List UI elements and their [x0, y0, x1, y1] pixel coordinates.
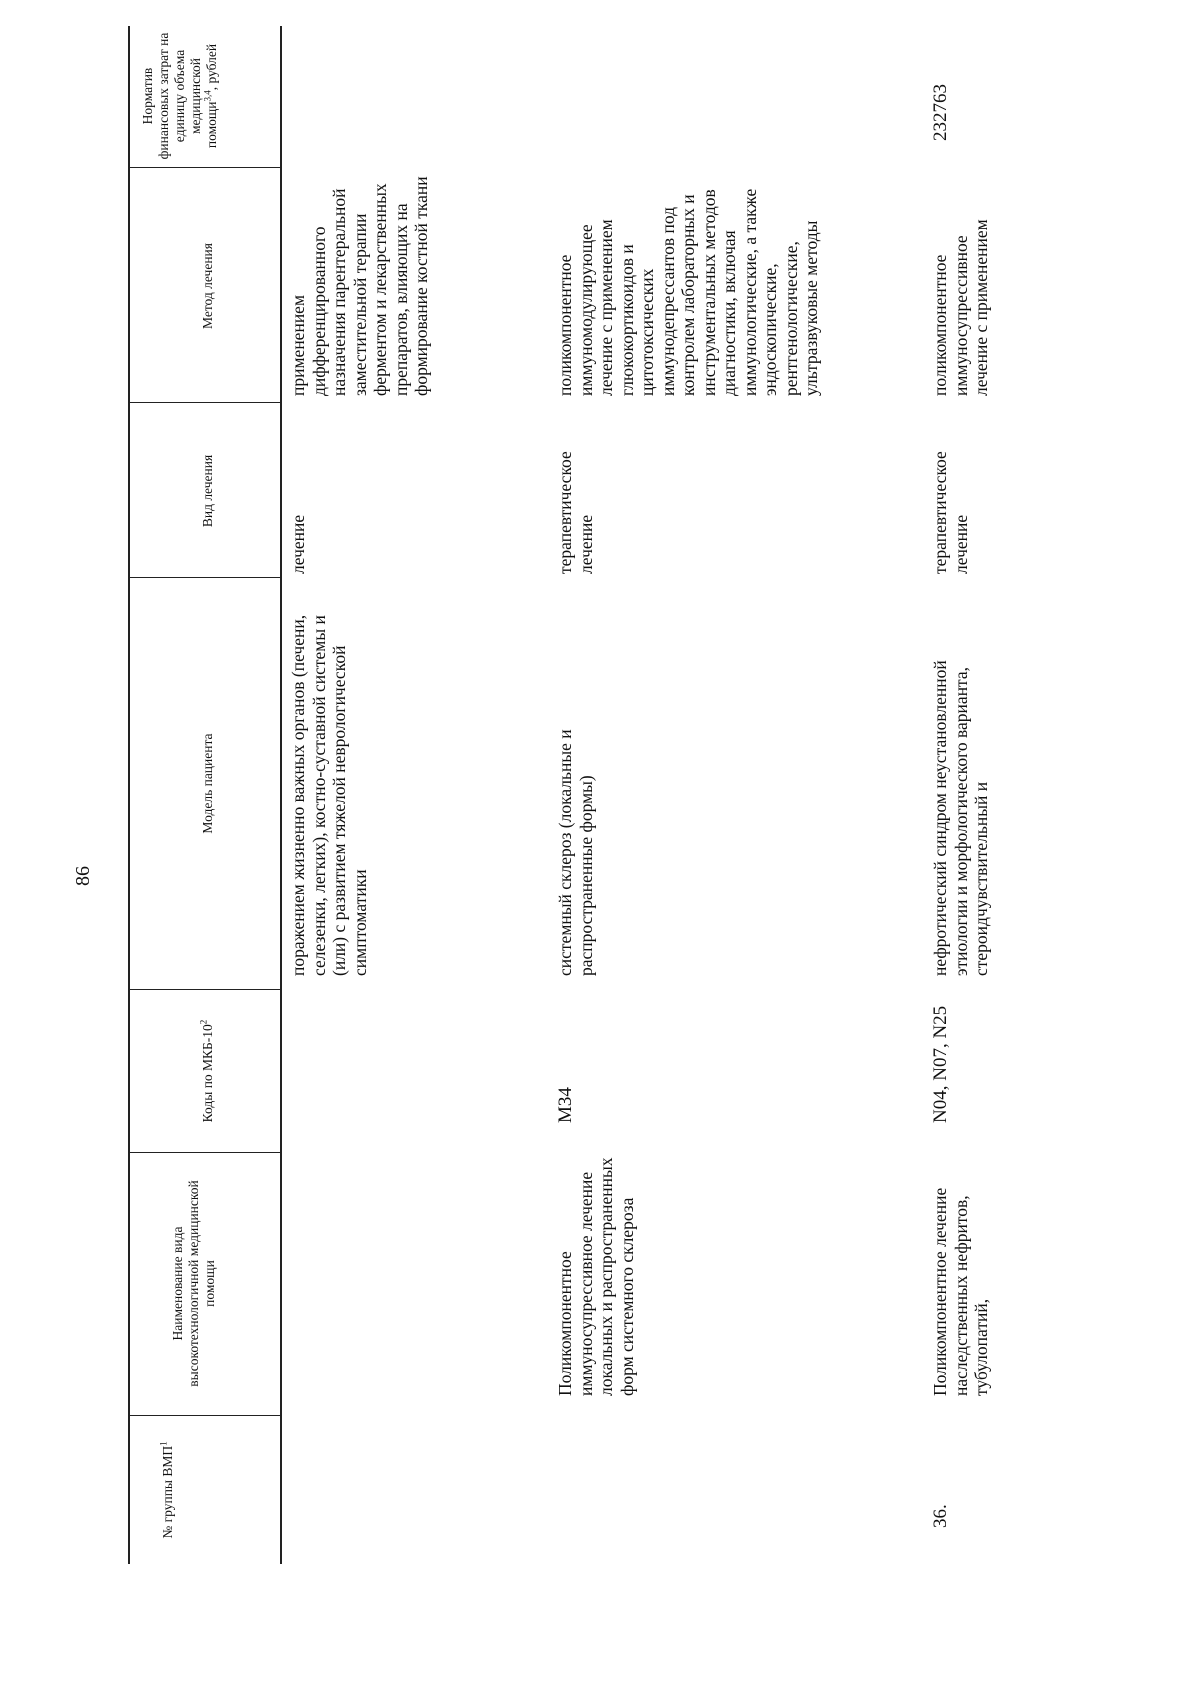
table-row-2-treatment-method: поликомпонентное иммуномодулирующее лечение с применением глюкокортикоидов и цитотоксических иммунодепрессантов под контролем лабораторных и инструментальных методов диагностики, включая иммунологические, а также эндоскопические, рентгенологические, ультразвуковые методы [555, 188, 821, 396]
header-treatment-method: Метод лечения [200, 243, 215, 329]
column-divider [128, 167, 280, 168]
header-group-no-text: № группы ВМП [160, 1445, 175, 1539]
header-group-no [160, 1426, 176, 1554]
table-row-1-patient-model: поражением жизненно важных органов (печени, селезенки, легких), костно-суставной системы и (или) с развитием тяжелой неврологической симптоматики [288, 614, 370, 976]
table-row-2-icd-codes: M34 [555, 1087, 576, 1123]
header-group-no-sup: 1 [158, 1441, 169, 1446]
page-number: 86 [72, 866, 94, 886]
table-row-3-icd-codes: N04, N07, N25 [930, 1005, 951, 1123]
table-row-2-vmp-name: Поликомпонентное иммуносупрессивное лечение локальных и распространенных форм системного склероза [555, 1157, 637, 1396]
header-icd-codes-sup: 2 [198, 1019, 209, 1025]
table-row-3-group-no: 36. [930, 1504, 951, 1528]
header-cost-standard [140, 32, 220, 160]
table-top-border [128, 26, 130, 1564]
column-divider [128, 1152, 280, 1153]
table-row-1-treatment-method: применением дифференцированного назначения парентеральной заместительной терапии ферментом и лекарственных препаратов, влияющих на формирование костной ткани [288, 176, 431, 396]
header-icd-codes [200, 996, 216, 1146]
table-row-1-treatment-type: лечение [288, 514, 308, 574]
table-row-3-treatment-method: поликомпонентное иммуносупрессивное лечение с применением [930, 219, 991, 396]
table-row-2-treatment-type: терапевтическое лечение [555, 451, 596, 574]
header-cost-standard-text: Норматив финансовых затрат на единицу объема медицинской помощи [140, 32, 219, 160]
table-row-3-treatment-type: терапевтическое лечение [930, 451, 971, 574]
header-bottom-border [280, 26, 282, 1564]
column-divider [128, 402, 280, 403]
header-vmp-name: Наименование вида высокотехнологичной медицинской помощи [170, 1180, 217, 1387]
header-cost-standard-unit: , рублей [204, 43, 219, 91]
column-divider [128, 1415, 280, 1416]
header-icd-codes-text: Коды по МКБ-10 [200, 1024, 215, 1123]
table-row-3-patient-model: нефротический синдром неустановленной этиологии и морфологического варианта, стероидчувствительный и [930, 660, 991, 976]
column-divider [128, 577, 280, 578]
table-row-3-vmp-name: Поликомпонентное лечение наследственных нефритов, тубулопатий, [930, 1187, 991, 1396]
header-treatment-type: Вид лечения [200, 454, 215, 528]
header-cost-standard-sup: 3,4 [202, 90, 213, 102]
table-row-3-cost: 232763 [930, 84, 951, 141]
table-row-2-patient-model: системный склероз (локальные и распространенные формы) [555, 729, 596, 976]
column-divider [128, 989, 280, 990]
header-patient-model: Модель пациента [200, 733, 215, 834]
